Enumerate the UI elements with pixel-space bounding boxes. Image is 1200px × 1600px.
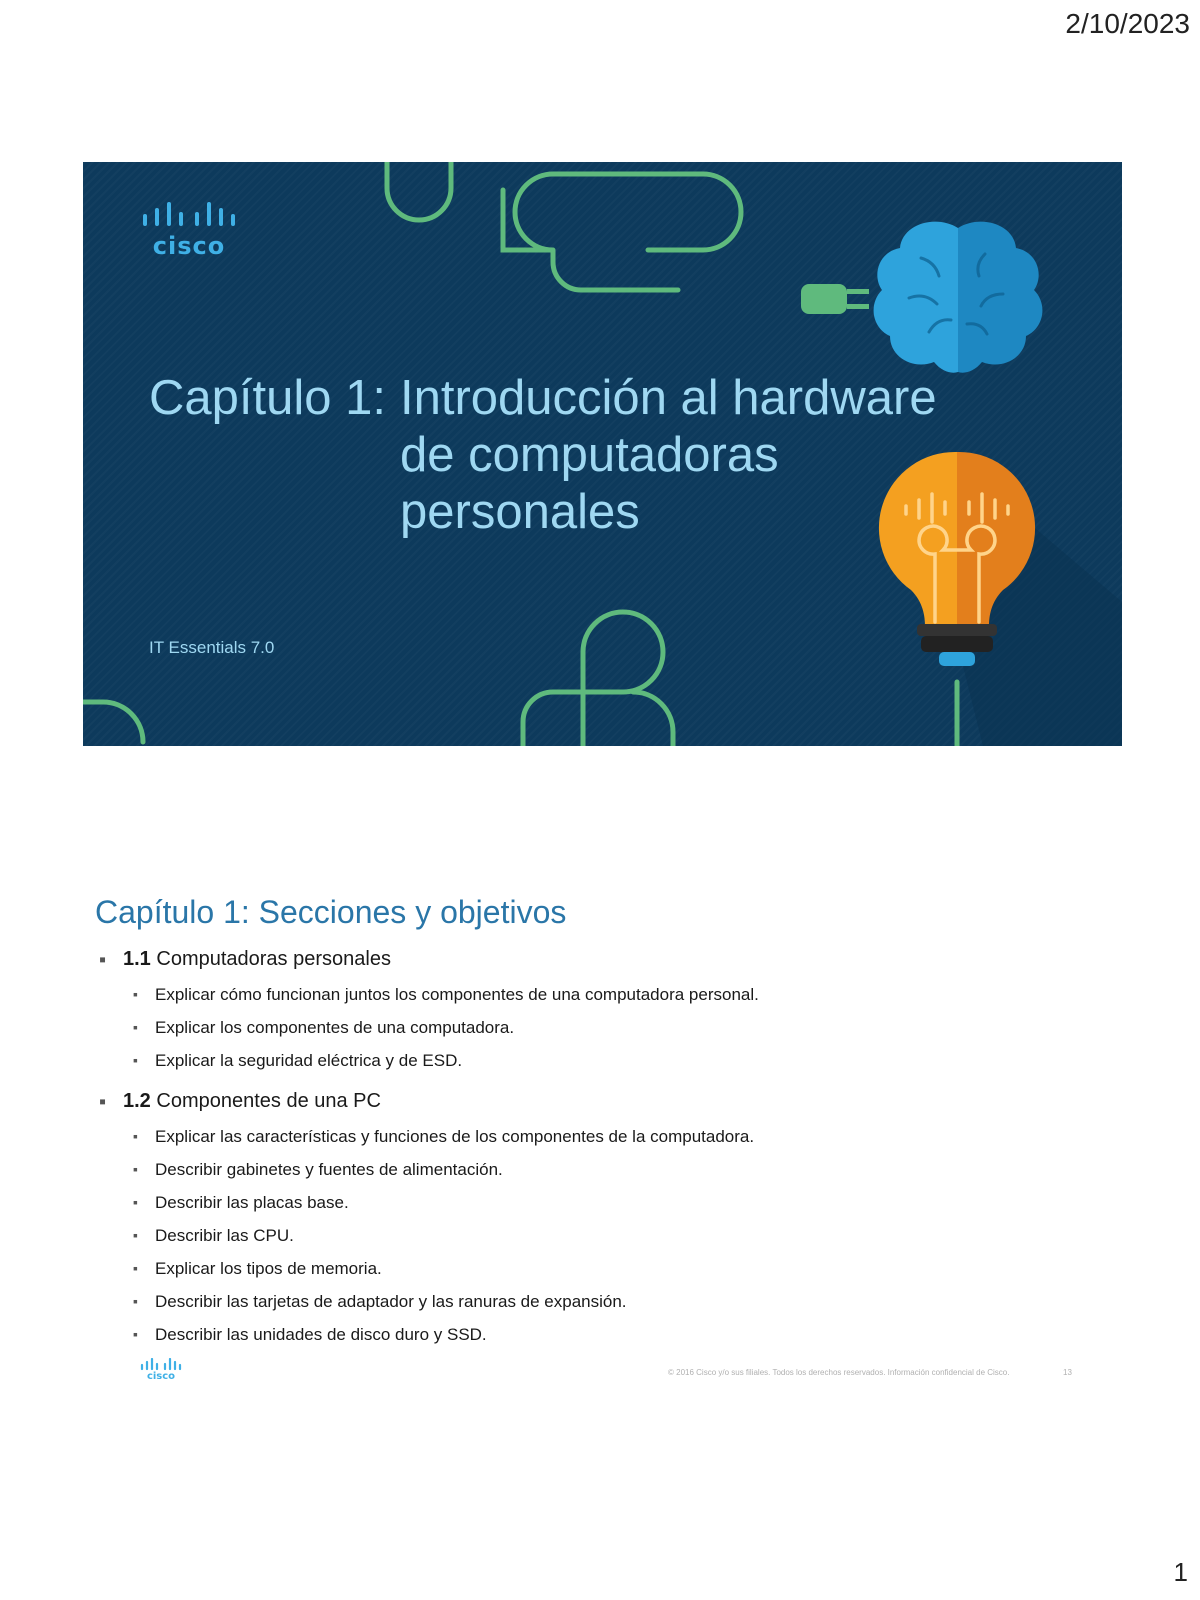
objective-item [93,1051,1093,1071]
objective-item [93,1127,1093,1147]
objective-item [93,1193,1093,1213]
bullet-icon: ▪ [133,986,138,1002]
cisco-bars-icon [139,202,239,232]
footer-logo-text: cisco [146,1371,176,1382]
title-prefix: Capítulo 1: [149,371,386,425]
page-number: 1 [1173,1557,1188,1587]
bullet-icon: ▪ [133,1293,138,1309]
objectives-slide [83,880,1122,1440]
bullet-icon: ▪ [133,1019,138,1035]
bullet-icon: ▪ [99,1091,107,1113]
objective-item [93,985,1093,1005]
objective-item [93,1325,1093,1345]
plug-icon [801,284,869,314]
objective-item [93,1160,1093,1180]
section-number: 1.1 [123,948,151,970]
cisco-logo [139,202,239,258]
bullet-icon: ▪ [133,1260,138,1276]
objective-text: Describir las unidades de disco duro y SSD. [155,1325,487,1344]
bullet-icon: ▪ [133,1128,138,1144]
section-item [93,1090,1093,1113]
objectives-title: Capítulo 1: Secciones y objetivos [95,894,567,930]
footer-copyright: © 2016 Cisco y/o sus filiales. Todos los derechos reservados. Información confidencial de Cisco. [668,1368,1010,1377]
objective-item [93,1259,1093,1279]
objective-item [93,1292,1093,1312]
section-label: Computadoras personales [156,948,391,970]
section-number: 1.2 [123,1090,151,1112]
title-main: Introducción al hardware de computadoras personales [400,371,937,539]
objective-text: Describir las tarjetas de adaptador y las ranuras de expansión. [155,1292,627,1311]
objective-text: Explicar la seguridad eléctrica y de ESD. [155,1051,463,1070]
objective-text: Explicar los tipos de memoria. [155,1259,382,1278]
bullet-icon: ▪ [99,949,107,971]
slide-title [149,370,989,541]
objective-text: Explicar las características y funciones de los componentes de la computadora. [155,1127,755,1146]
objective-text: Describir gabinetes y fuentes de alimentación. [155,1160,503,1179]
slide-subtitle: IT Essentials 7.0 [149,638,275,657]
bullet-icon: ▪ [133,1227,138,1243]
print-date: 2/10/2023 [1065,8,1190,39]
objective-text: Describir las placas base. [155,1193,349,1212]
objectives-list [93,948,1093,1358]
title-slide [83,162,1122,746]
objective-item [93,1018,1093,1038]
cisco-logo-text: cisco [152,232,226,260]
objective-text: Explicar cómo funcionan juntos los componentes de una computadora personal. [155,985,759,1004]
bullet-icon: ▪ [133,1052,138,1068]
objective-item [93,1226,1093,1246]
bullet-icon: ▪ [133,1326,138,1342]
footer-cisco-logo [139,1358,183,1388]
brain-icon [874,222,1043,373]
section-label: Componentes de una PC [156,1090,381,1112]
section-item [93,948,1093,971]
bullet-icon: ▪ [133,1161,138,1177]
cisco-bars-icon [139,1358,183,1372]
objective-text: Explicar los componentes de una computadora. [155,1018,515,1037]
objective-text: Describir las CPU. [155,1226,294,1245]
bullet-icon: ▪ [133,1194,138,1210]
footer-slide-number: 13 [1063,1368,1072,1377]
